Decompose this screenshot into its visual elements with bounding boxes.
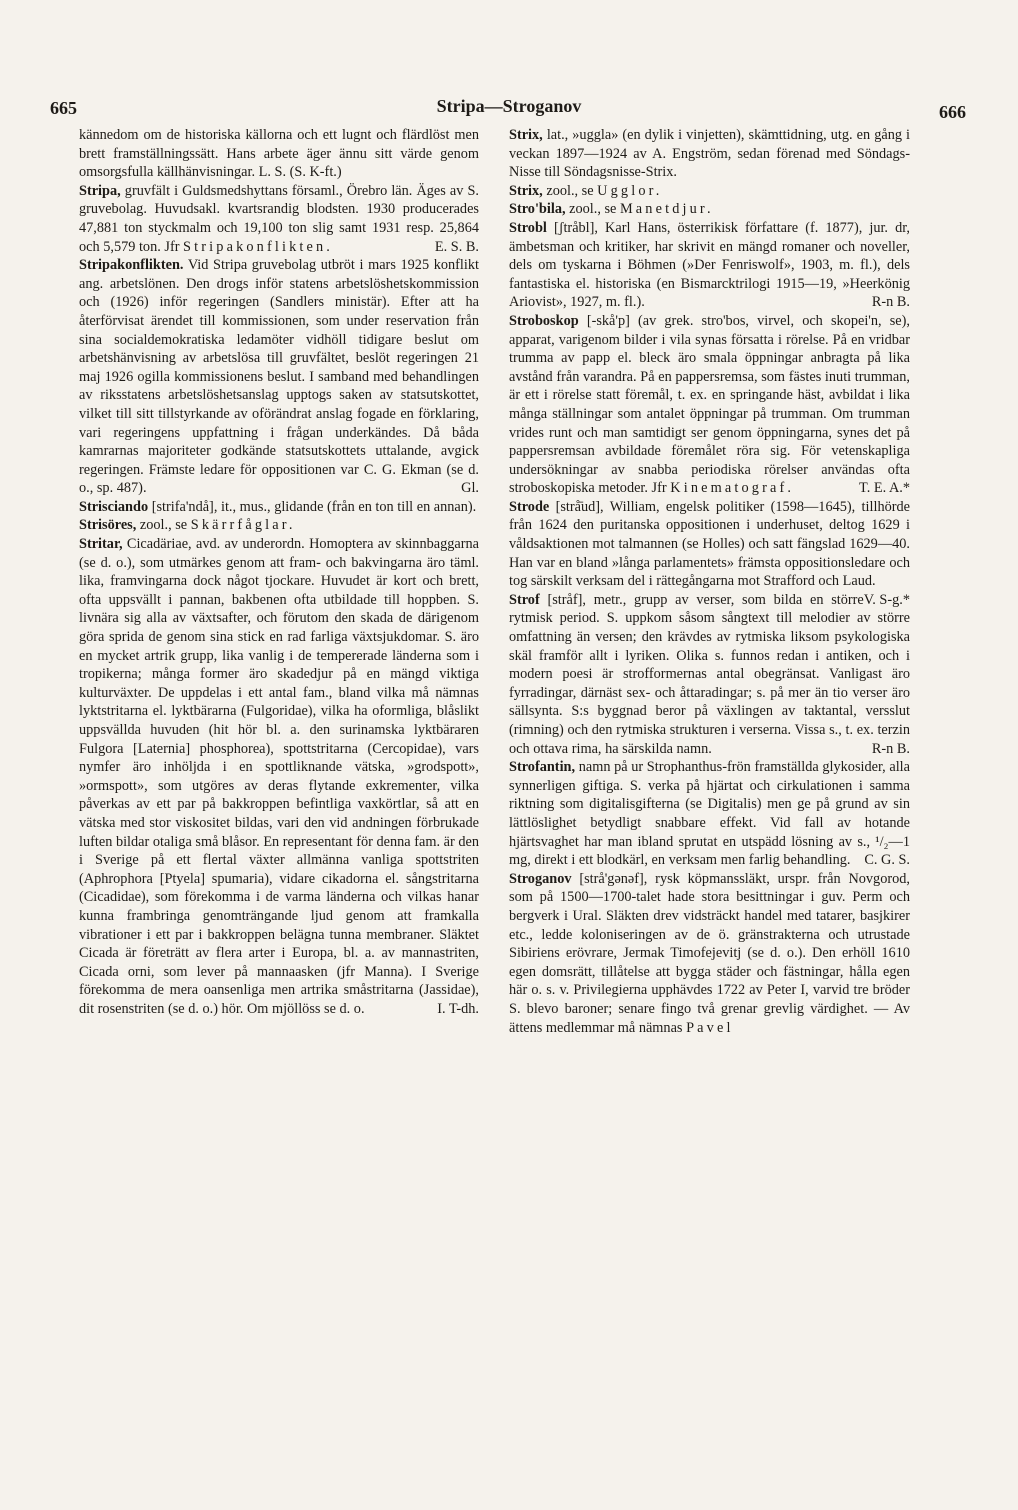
headword: Stroganov [509, 870, 572, 887]
entry-stroboskop: Stroboskop [-skå'p] (av grek. stro'bos, virvel, och skopei'n, se), apparat, varigenom bilder i vila synas försatta i rörelse. På en vridbar trumma av papp el. bleck äro smala öppningar anbragta på lika avstånd från varandra. På en pappersremsa, som fästes inuti trumman, är ett i rörelse statt föremål, t. ex. en springande häst, avbildat i lika många ställningar som antalet öppningar på trumman. Om trumman vrides runt och man samtidigt ser genom öppningarna, synes det på pappersremsan avbildade föremålet röra sig. För vetenskapliga undersökningar av snabba periodiska rörelser användas ofta stroboskopiska metoder. Jfr Kinematograf. T. E. A.* [509, 312, 910, 497]
cross-reference: Manetdjur. [619, 201, 714, 218]
cross-reference: Stripakonflikten. [183, 238, 334, 255]
headword: Strisciando [79, 498, 149, 515]
signature: I. T-dh. [437, 1000, 479, 1017]
headword: Stripakonflikten. [79, 257, 184, 274]
headword: Stritar, [79, 536, 123, 553]
cross-reference: Skärrfåglar. [190, 517, 296, 534]
signature: T. E. A.* [859, 480, 910, 497]
signature: R-n B. [871, 294, 910, 311]
headword: Stroboskop [509, 312, 579, 329]
entry-strisores: Strisöres, zool., se Skärrfåglar. [79, 517, 296, 534]
headword: Strode [509, 498, 550, 515]
entry-strisciando: Strisciando [strifa'ndå], it., mus., glidande (från en ton till en annan). [79, 498, 477, 515]
entry-continuation: kännedom om de historiska källorna och ett lugnt och flärdlöst men brett framställningssätt. Hans arbete äger ännu sitt värde genom omsorgsfulla källhänvisningar. L. S. (S. K-ft.) [79, 127, 479, 181]
signature: V. S-g.* [863, 591, 910, 608]
cross-reference: Ugglor. [597, 182, 663, 199]
signature: L. S. (S. K-ft.) [258, 164, 342, 181]
signature: R-n B. [871, 740, 910, 757]
cross-reference: Kinematograf. [670, 480, 795, 497]
signature: C. G. S. [864, 852, 910, 869]
column-right [509, 126, 910, 1037]
headword: Strof [509, 591, 540, 608]
entry-strix-zool: Strix, zool., se Ugglor. [509, 182, 663, 199]
entry-stripa: Stripa, gruvfält i Guldsmedshyttans församl., Örebro län. Äges av S. gruvebolag. Huvudsakl. kvartsrandig blodsten. 1930 producerades 47,881 ton styckmalm och 19,100 ton slig samt 1931 resp. 25,864 och 5,579 ton. Jfr Stripakonflikten. E. S. B. [79, 182, 479, 255]
entry-strobila: Stro'bila, zool., se Manetdjur. [509, 201, 714, 218]
entry-strobl: Strobl [ʃtråbl], Karl Hans, österrikisk författare (f. 1877), jur. dr, ämbetsman och kritiker, har skrivit en mängd romaner och noveller, dels om tyskarna i Böhmen (»Der Fenriswolf», 1903, m. fl.), dels fantastiska el. historiska (en Bismarcktrilogi 1915—19, »Heerkönig Ariovist», 1927, m. fl.). R-n B. [509, 219, 910, 311]
entry-stripakonflikten: Stripakonflikten. Vid Stripa gruvebolag utbröt i mars 1925 konflikt ang. arbetslönen. Den drogs inför statens arbetslöshetskommission och (1926) inför regeringen (Sandlers ministär). Efter att ha återförvisat ärendet till kommissionen, som under reservation från sina socialdemokratiska ledamöter vidhöll tidigare beslut om arbetshänvisning av arbetslösa till gruvfältet, beslöt regeringen 21 maj 1926 ogilla kommissionens beslut. I samband med behandlingen av riksstatens arbetslöshetsanslag upptogs saken av statsutskottet, vilket till sitt tillstyrkande av oförändrat anslag fogade en förklaring, vari regeringens uppfattning i frågan underkändes. Då båda kamrarnas majoriteter godkände statsutskottets uttalande, avgick regeringen. Främste ledare för oppositionen var C. G. Ekman (se d. o., sp. 487). Gl. [79, 257, 479, 497]
entry-strode: Strode [strå̄ud], William, engelsk politiker (1598—1645), tillhörde från 1624 den puritanska oppositionen i underhuset, deltog 1629 i våldsaktionen mot talmannen (se Holles) och satt fängslad 1629—40. Han var en bland »långa parlamentets» främsta oppositionsledare och tog särskilt verksam del i rättegångarna mot Strafford och Laud. V. S-g.* [509, 498, 911, 608]
signature: E. S. B. [434, 238, 479, 255]
headword: Strix, [509, 127, 543, 143]
page-number-right: 666 [939, 102, 966, 122]
running-title: Stripa—Stroganov [436, 96, 582, 116]
entry-stroganov: Stroganov [strå'gənəf], rysk köpmanssläkt, urspr. från Novgorod, som på 1500—1700-talet hade stora besittningar i guv. Perm och bergverk i Ural. Släkten drev vidsträckt handel med tatarer, basjkirer etc., ledde koloniseringen av de ö. gränstrakterna och utrustade Sibiriens erövrare, Jermak Timofejevitj (se d. o.). Den erhöll 1610 egen domsrätt, tillåtelse att bygga städer och fästningar, hålla egen här o. s. v. Privilegierna upphävdes 1722 av Peter I, varvid tre bröder S. blevo baroner; senare fingo två grenar grevlig värdighet. — Av ättens medlemmar må nämnas Pavel [509, 870, 910, 1036]
column-left [79, 126, 479, 1019]
page-number-left: 665 [50, 98, 77, 118]
page-header [50, 92, 968, 122]
headword: Stripa, [79, 182, 121, 199]
entry-strix-tidning: Strix, lat., »uggla» (en dylik i vinjetten), skämttidning, utg. en gång i veckan 1897—1924 av A. Engström, sedan förenad med Söndags-Nisse till Söndagsnisse-Strix. [509, 127, 910, 181]
headword: Strisöres, [79, 517, 137, 534]
headword: Stro'bila, [509, 201, 566, 218]
entry-strof: Strof [stråf], metr., grupp av verser, som bilda en större rytmisk period. S. uppkom såsom sångtext till melodier av större omfattning än versen; den krävdes av rytmiska liksom psykologiska skäl framför allt i lyriken. Olika s. funnos redan i antiken, och i modern poesi är strofformernas antal obegränsat. Vanligast äro fyrradingar, därnäst sex- och åttaradingar; s. på mer än tio verser äro sällsynta. S:s byggnad beror på växlingen av taktantal, versslut (rimning) och den rytmiska strukturen i verserna. Vissa s., t. ex. terzin och ottava rima, ha särskilda namn. R-n B. [509, 591, 910, 757]
cross-reference: Pavel [686, 1019, 734, 1036]
entry-stritar: Stritar, Cicadäriae, avd. av underordn. Homoptera av skinnbaggarna (se d. o.), som utmärkes genom att fram- och bakvingarna äro täml. lika, framvingarna dock något tjockare. Huvudet är kort och brett, ofta uppsvällt i pannan, bakbenen ofta utbildade till hoppben. S. livnära sig alla av växtsafter, och förutom den skada de därigenom göra sprida de genom sina stick en rad farliga växtsjukdomar. S. äro en mycket artrik grupp, lika vanlig i de tempererade länderna som i tropikerna; många former äro skadedjur på en mängd viktiga kulturväxter. De uppdelas i ett antal fam., bland vilka må nämnas lyktstritarna el. lyktbärarna (Fulgoridae), vilka ha oformliga, blåslikt uppsvällda huvuden (hit hör bl. a. den surinamska lyktbäraren Fulgora [Laternia] phosphorea), spottstritarna (Cercopidae), vars nymfer äro inhöljda i en spottliknande vätska, »grodspott», »ormspott», som utgöres av deras flytande exkrementer, vilka påverkas av ett par på bakkroppen befintliga vaxkörtlar, så att en vätska med stor viskositet bildas, vari den vid andningen förbrukade luften bildar otaliga små blåsor. En representant för denna fam. är den i Sverige på ett flertal växter allmänna vanliga spottstriten (Aphrophora [Ptyela] spumaria), vidare cikadorna el. sångstritarna (Cicadidae), som förekomma i de varma länderna och vilkas hanar kunna frambringa genomträngande ljud genom att framkalla vibrationer i ett par i bakkroppen belägna tunna membraner. Släktet Cicada är företrätt av flera arter i Europa, bl. a. av mannastriten, Cicada orni, som lever på mannaasken (jfr Manna). I Sverige förekomma de mera oansenliga men artrika småstritarna (Jassidae), dit rosenstriten (se d. o.) hör. Om mjöllöss se d. o. I. T-dh. [79, 536, 479, 1017]
entry-strofantin: Strofantin, namn på ur Strophanthus-frön framställda glykosider, alla synnerligen giftiga. S. verka på hjärtat och cirkulationen i samma riktning som digitalisgifterna (se Digitalis) men ge på grund av sin lättlöslighet betydligt snabbare effekt. Vid fall av hotande hjärtsvaghet har man ibland sprutat en utspädd lösning av s., ¹/₂—1 mg, direkt i ett blodkärl, en verksam men farlig behandling. C. G. S. [509, 759, 911, 869]
headword: Strobl [509, 219, 547, 236]
headword: Strofantin, [509, 759, 576, 776]
headword: Strix, [509, 182, 543, 199]
signature: Gl. [461, 480, 479, 497]
